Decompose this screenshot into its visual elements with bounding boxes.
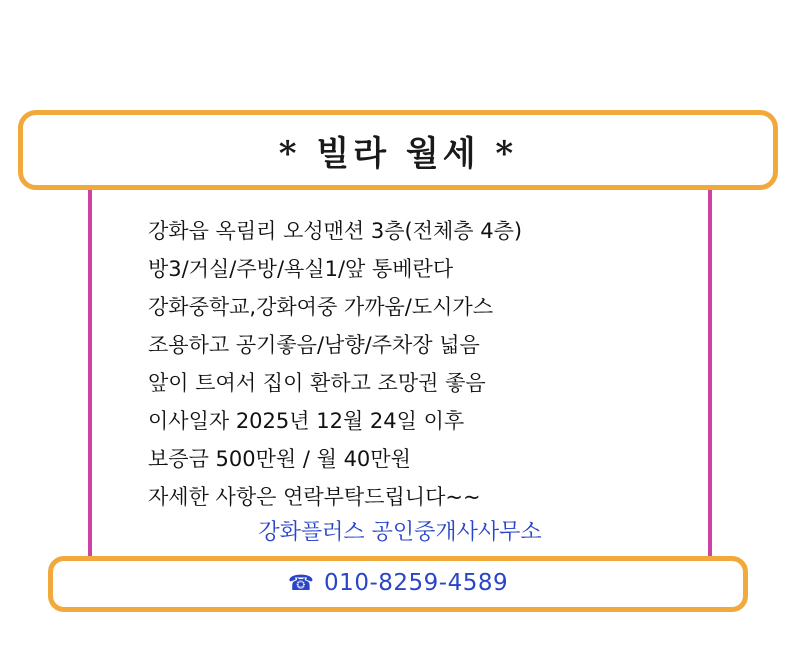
phone-row [288,570,508,596]
page-title: * 빌라 월세 * [278,133,518,174]
phone-number: 010-8259-4589 [324,570,509,596]
list-item: 자세한 사항은 연락부탁드립니다~~ [148,485,481,509]
list-item: 앞이 트여서 집이 환하고 조망권 좋음 [148,371,486,395]
title-banner [18,110,778,190]
phone-banner [48,556,748,612]
agency-name: 강화플러스 공인중개사사무소 [258,520,542,545]
listing-details-list [148,212,668,516]
telephone-icon: ☎ [287,570,315,595]
list-item: 방3/거실/주방/욕실1/앞 통베란다 [148,257,454,281]
list-item: 이사일자 2025년 12월 24일 이후 [148,409,465,433]
list-item: 보증금 500만원 / 월 40만원 [148,447,411,471]
list-item: 조용하고 공기좋음/남향/주차장 넓음 [148,333,480,357]
list-item: 강화읍 옥림리 오성맨션 3층(전체층 4층) [148,219,523,243]
list-item: 강화중학교,강화여중 가까움/도시가스 [148,295,494,319]
